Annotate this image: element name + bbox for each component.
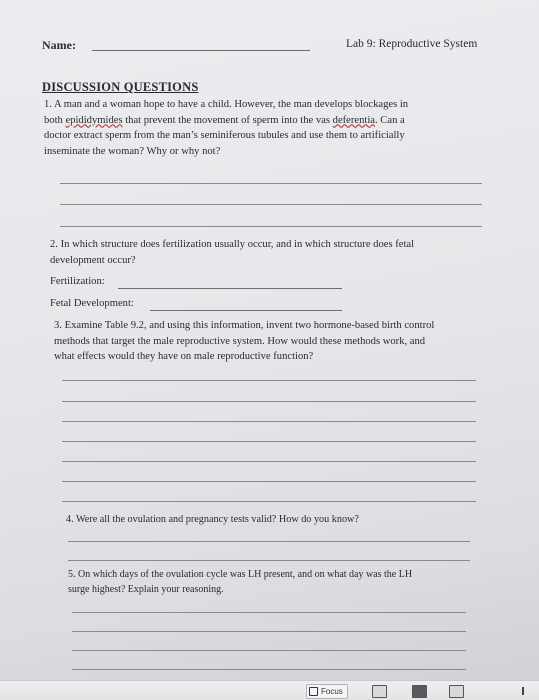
lab-title: Lab 9: Reproductive System: [346, 38, 478, 50]
focus-button[interactable]: [306, 684, 348, 699]
read-mode-icon[interactable]: [372, 685, 387, 698]
zoom-slider-handle[interactable]: [522, 687, 524, 695]
question-1: [44, 97, 408, 159]
fertilization-answer-line[interactable]: [118, 288, 342, 289]
q1-line-1: 1. A man and a woman hope to have a child. However, the man develops blockages in: [44, 99, 409, 110]
fetal-development-answer-line[interactable]: [150, 310, 342, 311]
name-answer-line[interactable]: [92, 50, 310, 51]
q4-line-1: 4. Were all the ovulation and pregnancy tests valid? How do you know?: [66, 514, 359, 525]
q2-line-2: development occur?: [50, 254, 136, 266]
spellcheck-word: deferentia: [332, 114, 375, 126]
q5-answer-line[interactable]: [72, 631, 466, 632]
q3-line-2: methods that target the male reproductive system. How would these methods work, and: [54, 335, 426, 347]
name-label: Name:: [42, 38, 76, 52]
status-bar: [0, 680, 539, 700]
print-layout-icon[interactable]: [412, 685, 427, 698]
q3-answer-line[interactable]: [62, 501, 476, 502]
q3-line-3: what effects would they have on male reproductive function?: [54, 351, 314, 362]
q1-answer-line[interactable]: [60, 204, 482, 205]
question-3: [54, 318, 434, 365]
q3-answer-line[interactable]: [62, 481, 476, 482]
fertilization-label: Fertilization:: [50, 276, 105, 287]
q1-line-2: [44, 113, 408, 129]
q5-answer-line[interactable]: [72, 650, 466, 651]
q1-answer-line[interactable]: [60, 183, 482, 184]
q4-answer-line[interactable]: [68, 560, 470, 561]
q5-answer-line[interactable]: [72, 669, 466, 670]
q5-answer-line[interactable]: [72, 612, 466, 613]
focus-icon: [309, 687, 318, 696]
q3-answer-line[interactable]: [62, 401, 476, 402]
q3-line-1: 3. Examine Table 9.2, and using this information, invent two hormone-based birth control: [54, 320, 435, 331]
question-4: [66, 512, 359, 528]
spellcheck-word: epididymides: [65, 114, 123, 126]
q2-line-1: 2. In which structure does fertilization usually occur, and in which structure does fetal: [50, 239, 415, 250]
discussion-heading: DISCUSSION QUESTIONS: [42, 80, 199, 94]
q3-answer-line[interactable]: [62, 441, 476, 442]
question-5: [68, 568, 412, 597]
focus-label: Focus: [321, 687, 343, 696]
web-layout-icon[interactable]: [449, 685, 464, 698]
question-2: [50, 237, 414, 268]
fetal-development-label: Fetal Development:: [50, 298, 134, 309]
q3-answer-line[interactable]: [62, 461, 476, 462]
q1-text: both: [44, 114, 66, 126]
q3-answer-line[interactable]: [62, 421, 476, 422]
q1-text: . Can a: [375, 114, 405, 126]
q1-line-4: inseminate the woman? Why or why not?: [44, 145, 221, 157]
q1-answer-line[interactable]: [60, 226, 482, 227]
q1-text: that prevent the movement of sperm into the vas: [122, 114, 333, 126]
q5-line-1: 5. On which days of the ovulation cycle was LH present, and on what day was the LH: [68, 569, 413, 580]
q5-line-2: surge highest? Explain your reasoning.: [68, 583, 224, 595]
q1-line-3: doctor extract sperm from the man’s seminiferous tubules and use them to artificially: [44, 130, 405, 141]
q3-answer-line[interactable]: [62, 380, 476, 381]
q4-answer-line[interactable]: [68, 541, 470, 542]
